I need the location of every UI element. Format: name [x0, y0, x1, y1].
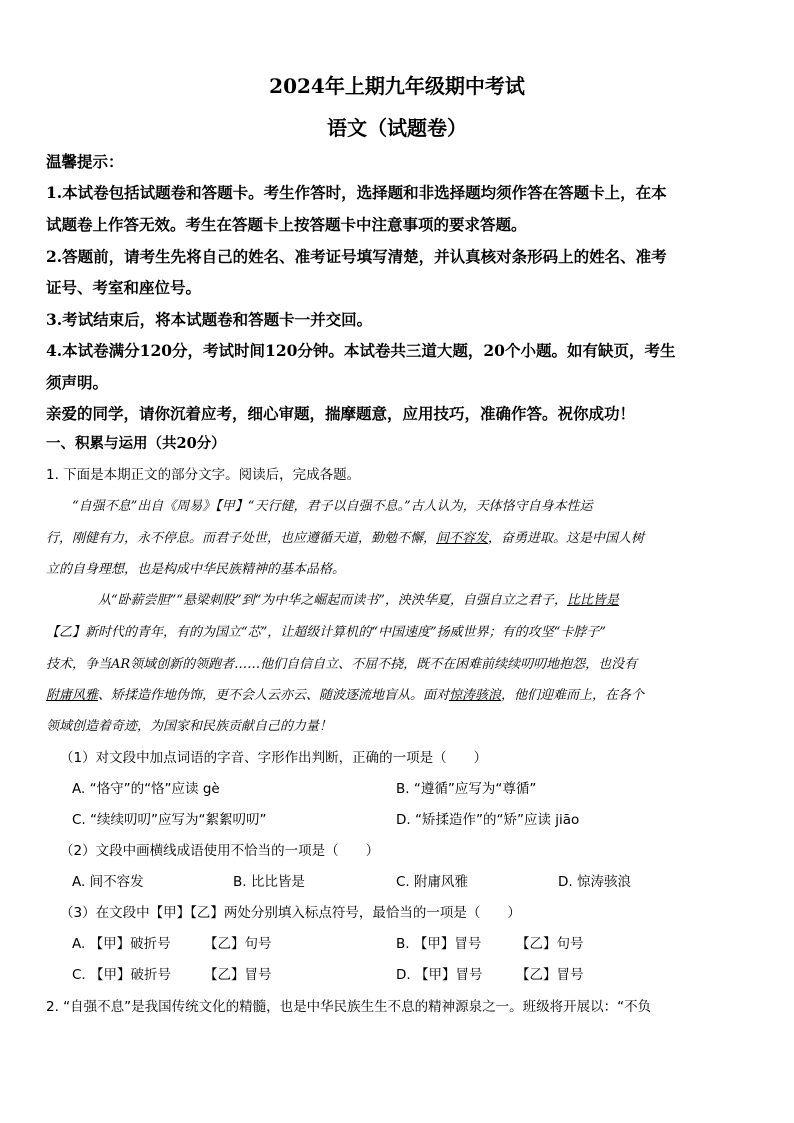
- notice-line-1: 1.本试卷包括试题卷和答题卡。考生作答时，选择题和非选择题均须作答在答题卡上，在本: [46, 183, 667, 202]
- option-a: A. “恪守”的“恪”应读 gè: [72, 781, 220, 797]
- question-2-intro: 2. “自强不息”是我国传统文化的精髓，也是中华民族生生不息的精神源泉之一。班级将开展以：“不负: [46, 999, 652, 1015]
- question-1-intro: 1. 下面是本期正文的部分文字。阅读后，完成各题。: [46, 467, 361, 483]
- notice-line-8: 亲爱的同学，请你沉着应考，细心审题，揣摩题意，应用技巧，准确作答。祝你成功！: [46, 404, 636, 423]
- option-a: A. 间不容发: [72, 874, 144, 890]
- option-c: C. “续续叨叨”应写为“絮絮叨叨”: [72, 812, 267, 828]
- notice-line-6: 4.本试卷满分120分，考试时间120分钟。本试卷共三道大题，20个小题。如有缺页，考生: [46, 341, 676, 360]
- notice-line-4: 证号、考室和座位号。: [46, 278, 202, 297]
- question-1-2-stem: （2）文段中画横线成语使用不恰当的一项是（ ）: [60, 843, 380, 859]
- option-b: B. 比比皆是: [233, 874, 305, 890]
- option-d: D. 惊涛骇浪: [558, 874, 631, 890]
- option-b-part1: B. 【甲】冒号: [396, 936, 482, 952]
- option-c-part1: C. 【甲】破折号: [72, 967, 172, 983]
- section-heading: 一、积累与运用（共20分）: [46, 435, 226, 452]
- notice-line-3: 2.答题前，请考生先将自己的姓名、准考证号填写清楚，并认真核对条形码上的姓名、准考: [46, 247, 667, 266]
- notice-heading: 温馨提示：: [46, 152, 124, 171]
- passage-line: 领域创造着奇迹，为国家和民族贡献自己的力量！: [46, 719, 333, 734]
- option-b-part2: 【乙】句号: [516, 936, 584, 952]
- passage-line: 技术，争当AR领域创新的领跑者……他们自信自立、不屈不挠，既不在困难前续续叨叨地抱怨，也没有: [46, 657, 638, 672]
- option-a-part2: 【乙】句号: [204, 936, 272, 952]
- exam-subtitle: 语文（试题卷）: [327, 116, 467, 140]
- passage-line: 【乙】新时代的青年，有的为国立“芯”，让超级计算机的“中国速度”扬威世界；有的攻坚“卡脖子”: [46, 625, 606, 640]
- underlined-idiom: 比比皆是: [566, 593, 619, 608]
- question-1-1-stem: （1）对文段中加点词语的字音、字形作出判断，正确的一项是（ ）: [60, 750, 488, 766]
- underlined-idiom: 附庸风雅: [46, 688, 99, 703]
- option-c-part2: 【乙】冒号: [204, 967, 272, 983]
- passage-line: 行，刚健有力，永不停息。而君子处世，也应遵循天道，勤勉不懈，间不容发，奋勇进取。这是中国人树: [46, 531, 645, 546]
- underlined-idiom: 间不容发: [436, 531, 489, 546]
- option-d: D. “矫揉造作”的“矫”应读 jiāo: [396, 812, 580, 828]
- option-a-part1: A. 【甲】破折号: [72, 936, 171, 952]
- underlined-idiom: 惊涛骇浪: [449, 688, 502, 703]
- notice-line-7: 须声明。: [46, 373, 109, 392]
- exam-title: 2024年上期九年级期中考试: [269, 74, 525, 98]
- passage-line: 立的自身理想，也是构成中华民族精神的基本品格。: [46, 562, 346, 577]
- passage-line: 从“卧薪尝胆”“悬梁刺股”到“为中华之崛起而读书”，泱泱华夏，自强自立之君子，比比皆是: [98, 593, 619, 608]
- notice-line-5: 3.考试结束后，将本试题卷和答题卡一并交回。: [46, 310, 373, 329]
- passage-line: 附庸风雅、矫揉造作地伪饰，更不会人云亦云、随波逐流地盲从。面对惊涛骇浪，他们迎难而上，在各个: [46, 688, 645, 703]
- question-1-3-stem: （3）在文段中【甲】【乙】两处分别填入标点符号，最恰当的一项是（ ）: [60, 905, 521, 921]
- option-c: C. 附庸风雅: [396, 874, 469, 890]
- option-b: B. “遵循”应写为“尊循”: [396, 781, 537, 797]
- passage-line: “自强不息”出自《周易》【甲】“天行健，君子以自强不息。”古人认为，天体恪守自身本性运: [72, 499, 593, 514]
- notice-line-2: 试题卷上作答无效。考生在答题卡上按答题卡中注意事项的要求答题。: [46, 215, 527, 234]
- option-d-part1: D. 【甲】冒号: [396, 967, 483, 983]
- option-d-part2: 【乙】冒号: [516, 967, 584, 983]
